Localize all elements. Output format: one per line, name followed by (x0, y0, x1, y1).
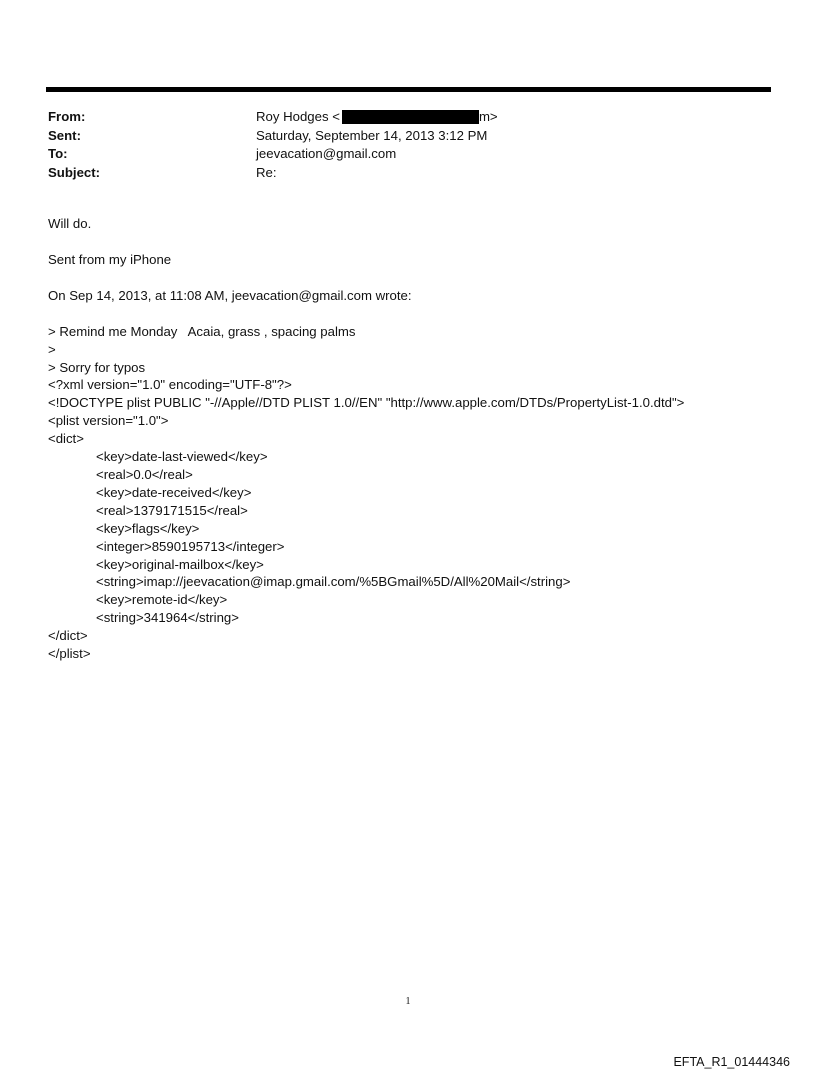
bates-stamp: EFTA_R1_01444346 (673, 1055, 790, 1069)
page-number: 1 (405, 996, 411, 1007)
xml-closing-line: </dict> (48, 628, 88, 644)
dict-line: <string>imap://jeevacation@imap.gmail.com/%5BGmail%5D/All%20Mail</string> (96, 574, 571, 590)
dict-line: <string>341964</string> (96, 610, 239, 626)
dict-line: <key>remote-id</key> (96, 592, 228, 608)
dict-line: <key>original-mailbox</key> (96, 556, 264, 572)
xml-closing-line: </plist> (48, 646, 91, 662)
from-email-suffix: m> (478, 109, 498, 124)
dict-line: <integer>8590195713</integer> (96, 538, 285, 554)
sent-value: Saturday, September 14, 2013 3:12 PM (256, 127, 488, 143)
dict-line: <key>date-last-viewed</key> (96, 449, 268, 465)
dict-line: <real>1379171515</real> (96, 502, 248, 518)
subject-label: Subject: (48, 164, 101, 180)
sent-label: Sent: (48, 127, 81, 143)
from-row (48, 108, 768, 127)
sent-row (48, 127, 768, 146)
from-name: Roy Hodges < (256, 109, 340, 124)
dict-line: <key>flags</key> (96, 520, 200, 536)
redaction-bar (342, 110, 479, 124)
to-value: jeevacation@gmail.com (256, 146, 397, 161)
quote-line: > Remind me Monday Acaia, grass , spacing palms (48, 323, 356, 339)
quote-intro: On Sep 14, 2013, at 11:08 AM, jeevacation@gmail.com wrote: (48, 287, 412, 303)
subject-value: Re: (256, 164, 277, 180)
signature-text: Sent from my iPhone (48, 251, 172, 267)
to-label: To: (48, 146, 68, 161)
xml-line: <!DOCTYPE plist PUBLIC "-//Apple//DTD PLIST 1.0//EN" "http://www.apple.com/DTDs/PropertyList-1.0.dtd"> (48, 395, 685, 411)
email-body (48, 215, 788, 663)
xml-line: <?xml version="1.0" encoding="UTF-8"?> (48, 377, 292, 393)
reply-text: Will do. (48, 216, 92, 231)
xml-line: <plist version="1.0"> (48, 413, 169, 429)
dict-line: <key>date-received</key> (96, 484, 252, 500)
xml-line: <dict> (48, 431, 84, 447)
subject-row (48, 164, 768, 183)
to-row (48, 145, 768, 164)
dict-line: <real>0.0</real> (96, 466, 193, 482)
from-value (256, 108, 498, 127)
header-divider (46, 87, 771, 92)
quote-line: > Sorry for typos (48, 359, 146, 375)
email-header (48, 108, 768, 182)
quote-line: > (48, 341, 56, 357)
from-label: From: (48, 109, 86, 124)
